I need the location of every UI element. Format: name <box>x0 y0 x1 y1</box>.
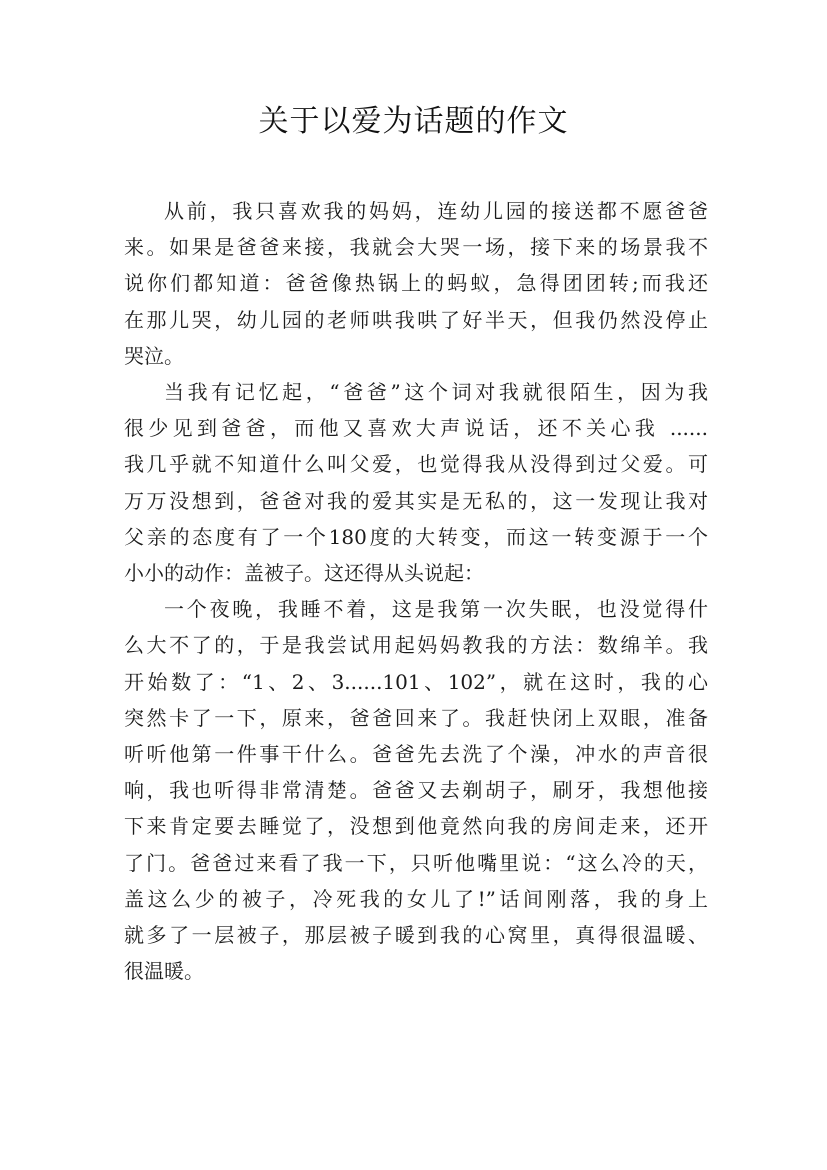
text-line: 很少见到爸爸，而他又喜欢大声说话，还不关心我 ...... <box>124 416 708 441</box>
text-line: 一个夜晚，我睡不着，这是我第一次失眠，也没觉得什 <box>164 597 708 622</box>
text-line: 来。如果是爸爸来接，我就会大哭一场，接下来的场景我不 <box>124 235 708 260</box>
paragraph-2 <box>124 374 708 591</box>
text-line: 响，我也听得非常清楚。爸爸又去剃胡子，刷牙，我想他接 <box>124 778 708 803</box>
text-line: 盖这么少的被子，冷死我的女儿了!”话间刚落，我的身上 <box>124 886 708 911</box>
text-line: 父亲的态度有了一个180度的大转变，而这一转变源于一个 <box>124 524 708 549</box>
text-line: 么大不了的，于是我尝试用起妈妈教我的方法：数绵羊。我 <box>124 633 708 658</box>
document-title: 关于以爱为话题的作文 <box>258 104 569 139</box>
paragraph-1 <box>124 193 708 374</box>
text-line: 从前，我只喜欢我的妈妈，连幼儿园的接送都不愿爸爸 <box>164 199 708 223</box>
text-line: 听听他第一件事干什么。爸爸先去洗了个澡，冲水的声音很 <box>124 742 708 767</box>
text-line: 很温暖。 <box>124 959 204 984</box>
text-line: 就多了一层被子，那层被子暖到我的心窝里，真得很温暖、 <box>124 923 708 948</box>
document-body <box>124 193 708 989</box>
text-line: 在那儿哭，幼儿园的老师哄我哄了好半天，但我仍然没停止 <box>124 307 708 332</box>
text-line: 哭泣。 <box>124 343 184 368</box>
paragraph-3 <box>124 591 708 989</box>
text-line: 我几乎就不知道什么叫父爱，也觉得我从没得到过父爱。可 <box>124 452 708 477</box>
text-line: 说你们都知道：爸爸像热锅上的蚂蚁，急得团团转;而我还 <box>124 271 708 296</box>
text-line: 小小的动作：盖被子。这还得从头说起： <box>124 561 484 586</box>
text-line: 突然卡了一下，原来，爸爸回来了。我赶快闭上双眼，准备 <box>124 705 708 730</box>
text-line: 了门。爸爸过来看了我一下，只听他嘴里说：“这么冷的天， <box>124 850 708 875</box>
text-line: 开始数了：“1、2、3......101、102”，就在这时，我的心 <box>124 669 708 694</box>
text-line: 万万没想到，爸爸对我的爱其实是无私的，这一发现让我对 <box>124 488 708 513</box>
text-line: 下来肯定要去睡觉了，没想到他竟然向我的房间走来，还开 <box>124 814 708 839</box>
text-line: 当我有记忆起，“爸爸”这个词对我就很陌生，因为我 <box>164 380 708 405</box>
